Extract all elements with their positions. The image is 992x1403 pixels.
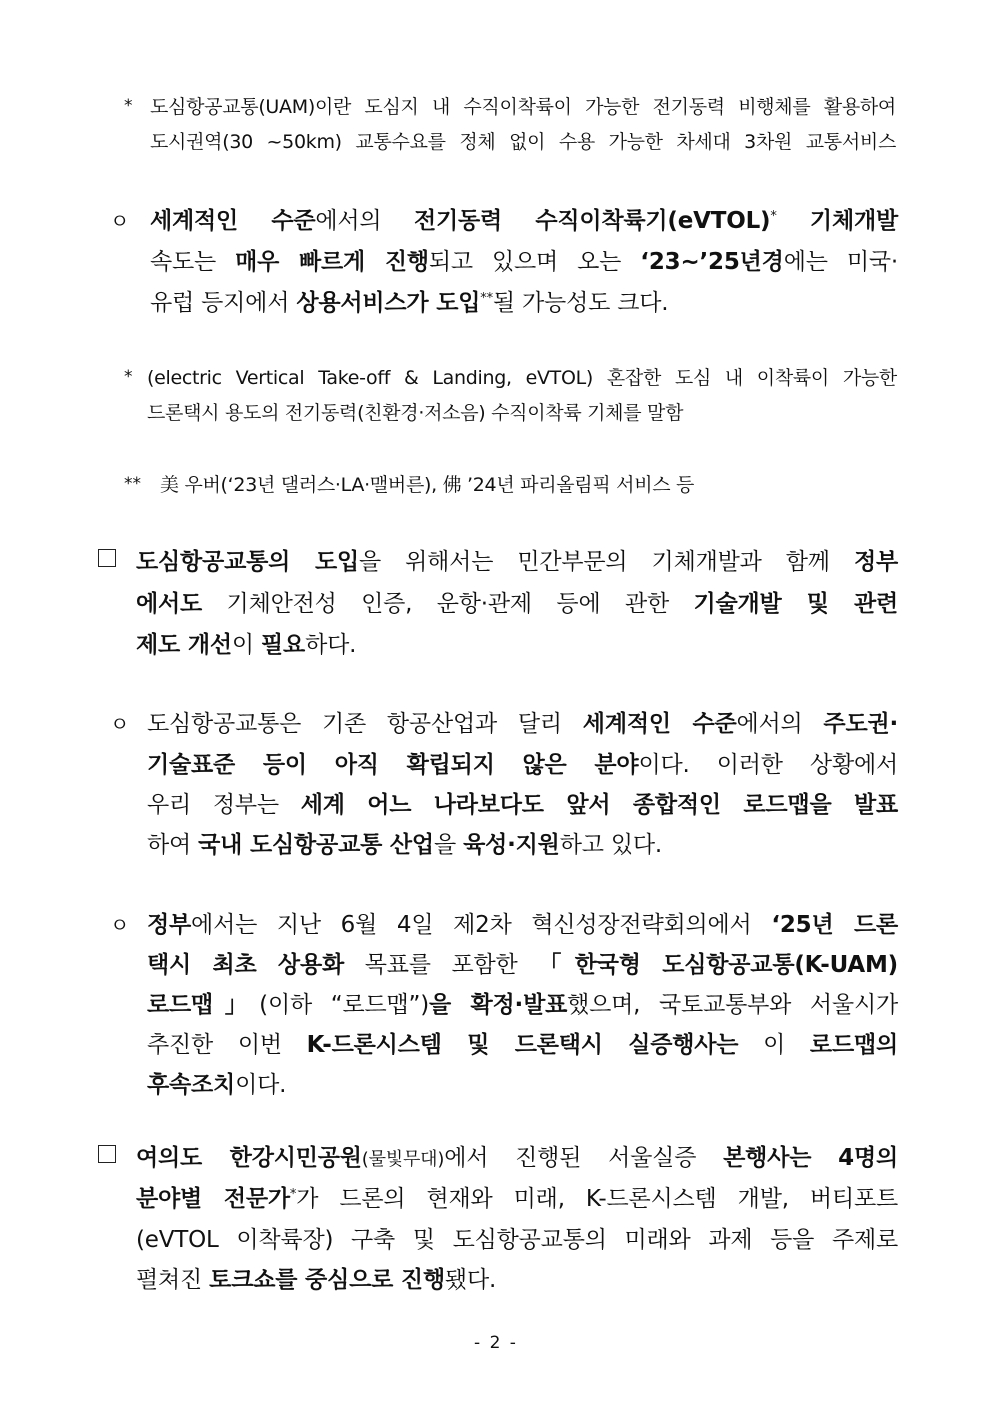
small-text: (물빛무대) xyxy=(361,1149,445,1170)
footnote-line: 도심항공교통(UAM)이란 도심지 내 수직이착륙이 가능한 전기동력 비행체를 활용하여 xyxy=(150,96,896,118)
bold-text: 전기동력 수직이착륙기(eVTOL) xyxy=(414,208,771,234)
paragraph-line xyxy=(147,746,898,779)
bold-text: 기체개발 xyxy=(776,208,898,234)
bold-text: 기술개발 및 관련 xyxy=(693,591,898,617)
footnote-line: 도시권역(30 ~50km) 교통수요를 정체 없이 수용 가능한 차세대 3차원 교통서비스 xyxy=(150,131,896,153)
paragraph-line xyxy=(136,1221,898,1254)
footnote-marker: * xyxy=(124,367,133,387)
footnote-ref: ** xyxy=(480,291,493,306)
footnote-line: 美 우버(‘23년 댈러스·LA·맬버른), 佛 ’24년 파리올림픽 서비스 등 xyxy=(160,474,695,496)
bold-text: 세계적인 수준 xyxy=(582,711,737,737)
bold-text: 4명의 xyxy=(838,1145,898,1171)
bold-text: 을 확정·발표 xyxy=(429,992,568,1018)
bold-text: 국내 도심항공교통 산업 xyxy=(198,832,434,858)
bold-text: 필요 xyxy=(261,632,306,658)
footnote-line: 드론택시 용도의 전기동력(친환경·저소음) 수직이착륙 기체를 말함 xyxy=(147,402,684,424)
footnote-marker: * xyxy=(124,96,133,116)
bold-text: 본행사는 xyxy=(723,1145,812,1171)
paragraph-line xyxy=(136,626,898,659)
bold-text: 제도 개선 xyxy=(136,632,232,658)
text: 했으며, 국토교통부와 서울시가 xyxy=(567,992,898,1018)
bold-text: 토크쇼를 중심으로 진행 xyxy=(209,1267,445,1293)
paragraph-line xyxy=(147,826,898,859)
bold-text: 로드맵의 xyxy=(809,1032,898,1058)
paragraph-line xyxy=(150,284,898,317)
paragraph-line xyxy=(136,1139,898,1172)
paragraph-line xyxy=(147,986,898,1019)
text: 하여 xyxy=(147,832,199,858)
paragraph-line xyxy=(147,1026,898,1059)
text: 유럽 등지에서 xyxy=(150,290,297,316)
paragraph-line xyxy=(147,906,898,939)
bold-text: 정부 xyxy=(147,912,192,938)
paragraph-line xyxy=(136,585,898,618)
bold-text: 분야별 전문가 xyxy=(136,1186,290,1212)
text: 도심항공교통은 기존 항공산업과 달리 xyxy=(147,711,583,737)
bold-text: 택시 최초 상용화 xyxy=(147,952,344,978)
bold-text: 로드맵」 xyxy=(147,992,260,1018)
paragraph-line xyxy=(150,243,898,276)
text: 하고 있다. xyxy=(559,832,662,858)
text: 에서의 xyxy=(736,711,824,737)
bold-text: 상용서비스가 도입 xyxy=(296,290,481,316)
bold-text: K-드론시스템 및 드론택시 실증행사는 xyxy=(306,1032,739,1058)
paragraph-line xyxy=(147,786,898,819)
footnote-marker: ** xyxy=(124,474,141,494)
paragraph-line xyxy=(147,946,898,979)
bold-text: ‘23~’25년경 xyxy=(640,249,784,275)
section-checkbox-icon xyxy=(98,549,116,567)
text: 을 위해서는 민간부문의 기체개발과 함께 xyxy=(359,549,854,575)
text: 에서 진행된 서울실증 xyxy=(444,1145,724,1171)
bold-text: 도심항공교통의 도입 xyxy=(136,549,359,575)
bold-text: 세계적인 수준 xyxy=(150,208,316,234)
bold-text: 후속조치 xyxy=(147,1072,236,1098)
text: 이다. 이러한 상황에서 xyxy=(638,752,898,778)
text: 목표를 포함한 xyxy=(344,952,539,978)
text: 속도는 xyxy=(150,249,236,275)
text: 가 드론의 현재와 미래, K-드론시스템 개발, 버티포트 xyxy=(296,1186,898,1212)
paragraph-line xyxy=(147,1066,898,1099)
text: 에서는 지난 6월 4일 제2차 혁신성장전략회의에서 xyxy=(191,912,772,938)
text: 될 가능성도 크다. xyxy=(492,290,669,316)
text: 추진한 이번 xyxy=(147,1032,307,1058)
text: 기체안전성 인증, 운항·관제 등에 관한 xyxy=(202,591,694,617)
text: 이 xyxy=(231,632,262,658)
page-number: - 2 - xyxy=(474,1333,518,1353)
bold-text: 매우 빠르게 진행 xyxy=(235,249,429,275)
text: 을 xyxy=(433,832,464,858)
text: 펼쳐진 xyxy=(136,1267,210,1293)
text: 하다. xyxy=(305,632,357,658)
bold-text: 세계 어느 나라보다도 앞서 종합적인 로드맵을 발표 xyxy=(300,792,898,818)
paragraph-line xyxy=(136,543,898,576)
section-checkbox-icon xyxy=(98,1145,116,1163)
text: (eVTOL 이착륙장) 구축 및 도심항공교통의 미래와 과제 등을 주제로 xyxy=(136,1227,898,1253)
paragraph-line xyxy=(136,1180,898,1213)
bold-text: 정부 xyxy=(853,549,898,575)
bold-text: 에서도 xyxy=(136,591,203,617)
bold-text: 「한국형 도심항공교통(K-UAM) xyxy=(538,952,898,978)
paragraph-line xyxy=(147,705,898,738)
bullet-marker: ㅇ xyxy=(110,712,130,736)
bold-text: 육성·지원 xyxy=(463,832,560,858)
text: 이다. xyxy=(235,1072,287,1098)
text: 에서의 xyxy=(315,208,414,234)
text: 이 xyxy=(738,1032,810,1058)
text xyxy=(811,1145,838,1171)
text: 됐다. xyxy=(444,1267,497,1293)
text: 에는 미국· xyxy=(783,249,898,275)
paragraph-line xyxy=(136,1261,898,1294)
bold-text: 기술표준 등이 아직 확립되지 않은 분야 xyxy=(147,752,639,778)
footnote-ref: * xyxy=(770,209,777,224)
footnote-ref: * xyxy=(289,1187,297,1202)
bullet-marker: ㅇ xyxy=(110,913,130,937)
bold-text: ‘25년 드론 xyxy=(771,912,898,938)
bold-text: 여의도 한강시민공원 xyxy=(136,1145,362,1171)
bold-text: 주도권· xyxy=(823,711,899,737)
text: 우리 정부는 xyxy=(147,792,301,818)
paragraph-line xyxy=(150,202,898,235)
text: 되고 있으며 오는 xyxy=(428,249,641,275)
bullet-marker: ㅇ xyxy=(110,209,130,233)
footnote-line: (electric Vertical Take-off & Landing, eVTOL) 혼잡한 도심 내 이착륙이 가능한 xyxy=(147,367,897,389)
text: (이하 “로드맵”) xyxy=(259,992,430,1018)
